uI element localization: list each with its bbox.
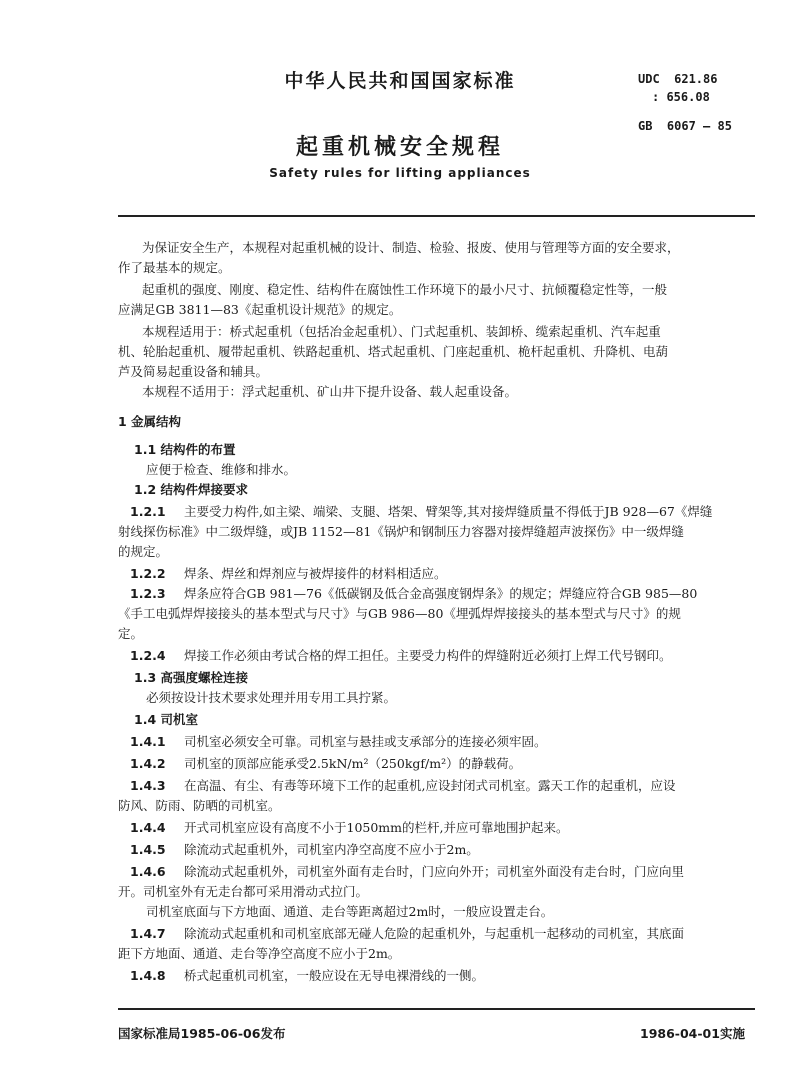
clause-1-4-7-line1: 除流动式起重机和司机室底部无碰人危险的起重机外，与起重机一起移动的司机室，其底面	[184, 926, 685, 941]
header-divider	[118, 215, 755, 217]
clause-1-2-3-line1: 焊条应符合GB 981—76《低碳钢及低合金高强度钢焊条》的规定；焊缝应符合GB 985—80	[184, 586, 698, 601]
issue-date: 国家标准局1985-06-06发布	[118, 1026, 286, 1041]
clause-1-4-5-line1: 除流动式起重机外，司机室内净空高度不应小于2m。	[184, 842, 479, 857]
clause-1-4-2-number: 1.4.2	[130, 756, 166, 771]
clause-1-4-7-line2: 距下方地面、通道、走台等净空高度不应小于2m。	[118, 946, 401, 961]
section-1-2-heading: 1.2 结构件焊接要求	[134, 482, 248, 497]
section-1-1-heading: 1.1 结构件的布置	[134, 442, 236, 457]
clause-1-2-3-number: 1.2.3	[130, 586, 166, 601]
section-1-1-text: 应便于检查、维修和排水。	[146, 462, 297, 477]
clause-1-4-5-number: 1.4.5	[130, 842, 166, 857]
gb-code: GB 6067 — 85	[638, 119, 732, 133]
clause-1-2-2-number: 1.2.2	[130, 566, 166, 581]
clause-1-2-4-number: 1.2.4	[130, 648, 166, 663]
footer-divider	[118, 1008, 755, 1010]
section-1-3-text: 必须按设计技术要求处理并用专用工具拧紧。	[146, 690, 397, 705]
clause-1-2-1-line1: 主要受力构件,如主梁、端梁、支腿、塔架、臂架等,其对接焊缝质量不得低于JB 928—67《焊缝	[184, 504, 713, 519]
clause-1-4-3-line2: 防风、防雨、防晒的司机室。	[118, 798, 281, 813]
clause-1-4-4-line1: 开式司机室应设有高度不小于1050mm的栏杆,并应可靠地围护起来。	[184, 820, 569, 835]
clause-1-2-3-line2: 《手工电弧焊焊接接头的基本型式与尺寸》与GB 986—80《埋弧焊焊接接头的基本型式与尺寸》的规	[118, 606, 681, 621]
intro-p1-line2: 作了最基本的规定。	[118, 260, 231, 275]
intro-p2-line2: 应满足GB 3811—83《起重机设计规范》的规定。	[118, 302, 402, 317]
clause-1-2-3-line3: 定。	[118, 626, 144, 641]
udc-code-line1: UDC 621.86	[638, 72, 718, 86]
clause-1-4-1-line1: 司机室必须安全可靠。司机室与悬挂或支承部分的连接必须牢固。	[184, 734, 547, 749]
clause-1-4-2-line1: 司机室的顶部应能承受2.5kN/m²（250kgf/m²）的静载荷。	[184, 756, 522, 771]
clause-1-4-8-number: 1.4.8	[130, 968, 166, 983]
effective-date: 1986-04-01实施	[640, 1026, 745, 1041]
clause-1-4-1-number: 1.4.1	[130, 734, 166, 749]
clause-1-2-2-line1: 焊条、焊丝和焊剂应与被焊接件的材料相适应。	[184, 566, 447, 581]
clause-1-2-4-line1: 焊接工作必须由考试合格的焊工担任。主要受力构件的焊缝附近必须打上焊工代号钢印。	[184, 648, 672, 663]
section-1-4-heading: 1.4 司机室	[134, 712, 198, 727]
clause-1-2-1-line2: 射线探伤标准》中二级焊缝，或JB 1152—81《锅炉和钢制压力容器对接焊缝超声波探伤》中一级焊缝	[118, 524, 684, 539]
intro-p3-line1: 本规程适用于：桥式起重机（包括冶金起重机）、门式起重机、装卸桥、缆索起重机、汽车起重	[142, 324, 661, 339]
document-subtitle-english: Safety rules for lifting appliances	[269, 166, 531, 180]
clause-1-4-6-line2: 开。司机室外有无走台都可采用滑动式拉门。	[118, 884, 369, 899]
clause-1-4-3-line1: 在高温、有尘、有毒等环境下工作的起重机,应设封闭式司机室。露天工作的起重机，应设	[184, 778, 676, 793]
intro-p3-line2: 机、轮胎起重机、履带起重机、铁路起重机、塔式起重机、门座起重机、桅杆起重机、升降机、电葫	[118, 344, 669, 359]
clause-1-4-6-line3: 司机室底面与下方地面、通道、走台等距离超过2m时，一般应设置走台。	[146, 904, 554, 919]
intro-p4-line1: 本规程不适用于：浮式起重机、矿山井下提升设备、载人起重设备。	[142, 384, 518, 399]
clause-1-2-1-number: 1.2.1	[130, 504, 166, 519]
clause-1-2-1-line3: 的规定。	[118, 544, 169, 559]
standard-header: 中华人民共和国国家标准	[284, 70, 516, 92]
document-title: 起重机械安全规程	[295, 135, 504, 160]
udc-code-line2: : 656.08	[652, 90, 710, 104]
intro-p3-line3: 芦及简易起重设备和辅具。	[118, 364, 269, 379]
clause-1-4-6-number: 1.4.6	[130, 864, 166, 879]
intro-p2-line1: 起重机的强度、刚度、稳定性、结构件在腐蚀性工作环境下的最小尺寸、抗倾覆稳定性等，一般	[142, 282, 668, 297]
clause-1-4-4-number: 1.4.4	[130, 820, 166, 835]
section-1-3-heading: 1.3 高强度螺栓连接	[134, 670, 248, 685]
clause-1-4-6-line1: 除流动式起重机外，司机室外面有走台时，门应向外开；司机室外面没有走台时，门应向里	[184, 864, 685, 879]
clause-1-4-7-number: 1.4.7	[130, 926, 166, 941]
section-1-heading: 1 金属结构	[118, 414, 182, 429]
intro-p1-line1: 为保证安全生产，本规程对起重机械的设计、制造、检验、报废、使用与管理等方面的安全要求，	[142, 240, 680, 255]
clause-1-4-8-line1: 桥式起重机司机室，一般应设在无导电裸滑线的一侧。	[184, 968, 485, 983]
clause-1-4-3-number: 1.4.3	[130, 778, 166, 793]
